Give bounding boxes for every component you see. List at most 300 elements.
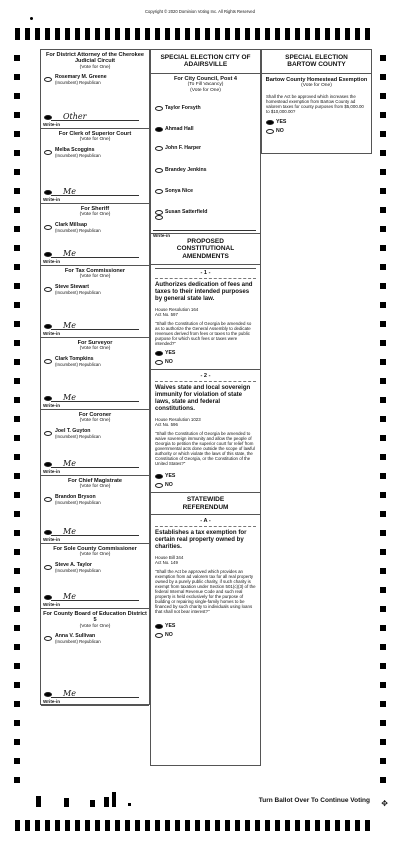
race-title: For District Attorney of the Cherokee Judicial Circuit bbox=[45, 52, 144, 65]
timing-mark bbox=[235, 28, 240, 40]
timing-mark bbox=[380, 150, 386, 156]
timing-mark bbox=[45, 28, 50, 40]
yes-bubble-marked[interactable] bbox=[266, 120, 274, 125]
race-title: For Sheriff bbox=[80, 206, 110, 212]
candidate-bubble[interactable] bbox=[155, 146, 163, 151]
ballot-id-mark bbox=[104, 797, 109, 807]
vote-for-one: (Vote for One) bbox=[79, 137, 111, 143]
write-in-line bbox=[51, 257, 139, 258]
timing-mark bbox=[380, 359, 386, 365]
candidate-name: Steve Stewart bbox=[55, 284, 90, 291]
write-in-option[interactable] bbox=[41, 181, 149, 203]
timing-mark bbox=[205, 820, 210, 831]
write-in-option[interactable] bbox=[41, 683, 149, 705]
candidate-option[interactable] bbox=[151, 189, 260, 195]
candidate-bubble-marked[interactable] bbox=[155, 127, 163, 132]
timing-mark bbox=[315, 28, 320, 40]
candidate-name: Clark Millsap bbox=[55, 222, 88, 229]
candidate-name: Brandey Jenkins bbox=[165, 166, 207, 173]
timing-mark bbox=[285, 820, 290, 831]
timing-mark bbox=[380, 511, 386, 517]
timing-mark bbox=[380, 473, 386, 479]
timing-mark bbox=[45, 820, 50, 831]
timing-mark bbox=[185, 28, 190, 40]
ballot-id-mark bbox=[64, 798, 69, 807]
candidate-party: (Incumbent) Republican bbox=[55, 568, 101, 574]
write-in-line bbox=[51, 329, 139, 330]
timing-mark bbox=[14, 264, 20, 270]
race-1 bbox=[41, 129, 149, 204]
write-in-option[interactable] bbox=[41, 387, 149, 409]
timing-mark bbox=[14, 720, 20, 726]
write-in-option[interactable] bbox=[151, 215, 260, 238]
timing-mark bbox=[14, 74, 20, 80]
timing-mark bbox=[14, 55, 20, 61]
candidate-bubble[interactable] bbox=[44, 565, 52, 570]
timing-mark bbox=[295, 820, 300, 831]
vote-for-one: (Vote for One) bbox=[79, 64, 111, 70]
candidate-name: Steve A. Taylor bbox=[55, 562, 92, 569]
amendment-1-no[interactable] bbox=[151, 360, 260, 370]
no-bubble[interactable] bbox=[155, 483, 163, 488]
timing-mark bbox=[245, 28, 250, 40]
race-subtitle: (To Fill Vacancy) bbox=[187, 82, 224, 88]
timing-mark bbox=[14, 511, 20, 517]
timing-mark bbox=[195, 820, 200, 831]
timing-mark bbox=[380, 188, 386, 194]
race-4 bbox=[41, 338, 149, 410]
referendum-a-number: - A - bbox=[155, 517, 256, 526]
candidate-option[interactable] bbox=[151, 106, 260, 112]
write-in-label: Write-in bbox=[43, 258, 61, 264]
timing-mark bbox=[255, 28, 260, 40]
timing-mark bbox=[35, 820, 40, 831]
no-label: NO bbox=[165, 359, 173, 366]
timing-mark bbox=[14, 492, 20, 498]
candidate-name: Melba Scoggins bbox=[55, 147, 95, 154]
timing-mark bbox=[145, 820, 150, 831]
timing-mark bbox=[55, 28, 60, 40]
homestead-yes[interactable] bbox=[262, 120, 371, 126]
timing-mark bbox=[125, 28, 130, 40]
candidate-bubble[interactable] bbox=[155, 106, 163, 111]
timing-mark bbox=[145, 28, 150, 40]
amendment-2-number: - 2 - bbox=[155, 372, 256, 381]
write-in-option[interactable] bbox=[41, 106, 149, 128]
timing-mark bbox=[25, 28, 30, 40]
timing-mark bbox=[175, 820, 180, 831]
timing-mark bbox=[95, 28, 100, 40]
vote-for-one: (Vote for One) bbox=[79, 212, 111, 218]
timing-mark bbox=[14, 302, 20, 308]
timing-mark bbox=[380, 169, 386, 175]
timing-mark bbox=[14, 112, 20, 118]
no-bubble[interactable] bbox=[155, 360, 163, 365]
write-in-option[interactable] bbox=[41, 315, 149, 337]
timing-mark bbox=[14, 207, 20, 213]
timing-mark bbox=[14, 359, 20, 365]
timing-mark bbox=[275, 28, 280, 40]
timing-mark bbox=[14, 568, 20, 574]
ballot-id-mark bbox=[128, 803, 131, 806]
amendment-1-number: - 1 - bbox=[155, 268, 256, 278]
no-label: NO bbox=[165, 482, 173, 489]
timing-mark bbox=[265, 28, 270, 40]
timing-mark bbox=[215, 820, 220, 831]
race-title: For Coroner bbox=[78, 412, 112, 418]
handwritten-write-in: Me bbox=[63, 320, 76, 330]
race-7 bbox=[41, 544, 149, 609]
homestead-no[interactable] bbox=[262, 129, 371, 135]
write-in-label: Write-in bbox=[43, 402, 61, 408]
timing-mark bbox=[15, 28, 20, 40]
candidate-bubble[interactable] bbox=[44, 359, 52, 364]
timing-mark bbox=[105, 28, 110, 40]
timing-mark bbox=[345, 28, 350, 40]
yes-label: YES bbox=[165, 473, 176, 480]
candidate-name: Taylor Forsyth bbox=[165, 104, 201, 111]
timing-mark bbox=[380, 720, 386, 726]
vote-for-one: (Vote for One) bbox=[79, 623, 111, 629]
candidate-option[interactable] bbox=[41, 357, 149, 368]
timing-mark bbox=[165, 820, 170, 831]
write-in-option[interactable] bbox=[41, 586, 149, 608]
candidate-name: Susan Satterfield bbox=[165, 208, 208, 215]
vote-for-one: (Vote for One) bbox=[301, 83, 332, 89]
timing-mark bbox=[205, 28, 210, 40]
timing-mark bbox=[115, 28, 120, 40]
timing-mark bbox=[295, 28, 300, 40]
timing-mark bbox=[155, 28, 160, 40]
candidate-party: (Incumbent) Republican bbox=[55, 434, 101, 440]
vote-for-one: (Vote for One) bbox=[79, 552, 111, 558]
timing-mark bbox=[14, 644, 20, 650]
timing-mark bbox=[105, 820, 110, 831]
write-in-label: Write-in bbox=[43, 121, 61, 127]
ballot-id-mark bbox=[90, 800, 95, 807]
county-special-election-header: SPECIAL ELECTION BARTOW COUNTY bbox=[262, 50, 371, 74]
timing-mark bbox=[14, 473, 20, 479]
amendment-2-act: Act No. 596 bbox=[155, 421, 178, 427]
timing-mark bbox=[355, 28, 360, 40]
timing-mark bbox=[325, 28, 330, 40]
write-in-label: Write-in bbox=[43, 196, 61, 202]
race-6 bbox=[41, 476, 149, 544]
candidate-name: Clark Tompkins bbox=[55, 356, 94, 363]
timing-mark bbox=[380, 492, 386, 498]
referendum-a-yes[interactable] bbox=[151, 624, 260, 630]
amendment-2-resolution: House Resolution 1023 bbox=[155, 416, 201, 422]
timing-mark bbox=[14, 226, 20, 232]
race-3 bbox=[41, 266, 149, 338]
city-special-election-header: SPECIAL ELECTION CITY OF ADAIRSVILLE bbox=[151, 50, 260, 74]
timing-mark bbox=[305, 28, 310, 40]
yes-label: YES bbox=[165, 350, 176, 357]
write-in-label: Write-in bbox=[43, 698, 61, 704]
amendment-1-act: Act No. 597 bbox=[155, 311, 178, 317]
write-in-line bbox=[51, 195, 139, 196]
column-2 bbox=[150, 49, 261, 766]
timing-mark bbox=[25, 820, 30, 831]
timing-mark bbox=[380, 93, 386, 99]
handwritten-write-in: Other bbox=[63, 111, 87, 121]
candidate-party: (Incumbent) Republican bbox=[55, 228, 101, 234]
timing-mark bbox=[380, 55, 386, 61]
timing-mark bbox=[380, 606, 386, 612]
write-in-label: Write-in bbox=[43, 330, 61, 336]
candidate-name: Brandon Bryson bbox=[55, 494, 96, 501]
no-bubble[interactable] bbox=[155, 633, 163, 638]
timing-mark bbox=[14, 682, 20, 688]
timing-mark bbox=[135, 28, 140, 40]
amendment-1-yes[interactable] bbox=[151, 351, 260, 357]
column-1 bbox=[40, 49, 150, 705]
yes-bubble-marked[interactable] bbox=[155, 624, 163, 629]
timing-mark bbox=[14, 606, 20, 612]
handwritten-write-in: Me bbox=[63, 526, 76, 536]
write-in-line bbox=[51, 120, 139, 121]
candidate-name: John F. Harper bbox=[165, 144, 202, 151]
write-in-line bbox=[51, 401, 139, 402]
timing-mark bbox=[65, 28, 70, 40]
write-in-label: Write-in bbox=[43, 601, 61, 607]
race-2 bbox=[41, 204, 149, 266]
candidate-option[interactable] bbox=[41, 563, 149, 574]
write-in-option[interactable] bbox=[41, 243, 149, 265]
timing-mark bbox=[35, 28, 40, 40]
timing-mark bbox=[380, 530, 386, 536]
copyright-notice: Copyright © 2020 Dominion Voting Inc. All Rights Reserved bbox=[145, 9, 255, 14]
turn-ballot-over-instruction: Turn Ballot Over To Continue Voting bbox=[258, 797, 370, 804]
timing-mark bbox=[55, 820, 60, 831]
candidate-option[interactable] bbox=[41, 634, 149, 645]
timing-mark bbox=[14, 397, 20, 403]
timing-mark bbox=[85, 820, 90, 831]
registration-mark bbox=[30, 17, 33, 20]
no-label: NO bbox=[276, 128, 284, 135]
write-in-option[interactable] bbox=[41, 453, 149, 475]
candidate-name: Anna V. Sullivan bbox=[55, 633, 96, 640]
timing-mark bbox=[365, 28, 370, 40]
candidate-bubble[interactable] bbox=[44, 636, 52, 641]
homestead-text: Shall the Act be approved which increases the homestead exemption from Bartow County ad valorem taxes for county purposes from $5,000.00 to $10,000.00? bbox=[266, 94, 364, 115]
timing-mark bbox=[265, 820, 270, 831]
candidate-bubble[interactable] bbox=[155, 189, 163, 194]
timing-mark bbox=[380, 416, 386, 422]
timing-mark bbox=[355, 820, 360, 831]
homestead-race-title: Bartow County Homestead Exemption bbox=[265, 76, 368, 83]
timing-mark bbox=[14, 321, 20, 327]
handwritten-write-in: Me bbox=[63, 248, 76, 258]
timing-mark bbox=[380, 435, 386, 441]
amendment-2-yes[interactable] bbox=[151, 474, 260, 480]
candidate-party: (Incumbent) Republican bbox=[55, 80, 101, 86]
timing-mark bbox=[155, 820, 160, 831]
vote-for-one: (Vote for One) bbox=[79, 346, 111, 352]
referendum-a-bill: House Bill 344 bbox=[155, 554, 184, 560]
referendum-a-act: Act No. 149 bbox=[155, 559, 178, 565]
amendment-2-no[interactable] bbox=[151, 483, 260, 489]
timing-mark bbox=[195, 28, 200, 40]
timing-mark bbox=[380, 625, 386, 631]
vote-for-one: (Vote for One) bbox=[79, 274, 111, 280]
timing-mark bbox=[235, 820, 240, 831]
timing-mark bbox=[14, 587, 20, 593]
timing-mark bbox=[380, 397, 386, 403]
timing-mark bbox=[225, 28, 230, 40]
candidate-name: Ahmad Hall bbox=[165, 125, 194, 132]
candidate-party: (Incumbent) Republican bbox=[55, 500, 101, 506]
race-5 bbox=[41, 410, 149, 476]
race-title: For Chief Magistrate bbox=[67, 478, 123, 484]
candidate-name: Sonya Nice bbox=[165, 187, 193, 194]
candidate-party: (Incumbent) Republican bbox=[55, 153, 101, 159]
timing-mark bbox=[14, 378, 20, 384]
timing-mark bbox=[14, 549, 20, 555]
timing-mark bbox=[380, 226, 386, 232]
write-in-line bbox=[51, 535, 139, 536]
race-city-council bbox=[151, 74, 260, 238]
crosshair-icon: ✥ bbox=[381, 799, 388, 808]
timing-mark bbox=[14, 701, 20, 707]
no-bubble[interactable] bbox=[266, 129, 274, 134]
timing-mark bbox=[380, 112, 386, 118]
timing-mark bbox=[14, 435, 20, 441]
timing-mark bbox=[380, 663, 386, 669]
candidate-bubble[interactable] bbox=[44, 225, 52, 230]
timing-mark bbox=[14, 454, 20, 460]
timing-mark bbox=[325, 820, 330, 831]
race-title: For Surveyor bbox=[77, 340, 113, 346]
yes-bubble-marked[interactable] bbox=[155, 351, 163, 356]
timing-mark bbox=[14, 150, 20, 156]
referendum-a-no[interactable] bbox=[151, 633, 260, 639]
handwritten-write-in: Me bbox=[63, 186, 76, 196]
timing-mark bbox=[115, 820, 120, 831]
timing-mark bbox=[14, 169, 20, 175]
timing-mark bbox=[85, 28, 90, 40]
yes-label: YES bbox=[165, 623, 176, 630]
candidate-name: Rosemary M. Greene bbox=[55, 74, 107, 81]
candidate-bubble[interactable] bbox=[44, 431, 52, 436]
timing-mark bbox=[125, 820, 130, 831]
timing-mark bbox=[14, 758, 20, 764]
candidate-option[interactable] bbox=[151, 168, 260, 174]
race-title: For County Board of Education District 5 bbox=[43, 611, 147, 624]
timing-mark bbox=[380, 739, 386, 745]
write-in-label: Write-in bbox=[153, 232, 171, 238]
race-8 bbox=[41, 609, 149, 706]
timing-mark bbox=[380, 568, 386, 574]
candidate-option[interactable] bbox=[151, 146, 260, 152]
vote-for-one: (Vote for One) bbox=[79, 484, 111, 490]
timing-mark bbox=[380, 378, 386, 384]
timing-mark bbox=[380, 321, 386, 327]
handwritten-write-in: Me bbox=[63, 688, 76, 698]
timing-mark bbox=[15, 820, 20, 831]
timing-mark bbox=[275, 820, 280, 831]
timing-mark bbox=[380, 74, 386, 80]
timing-mark bbox=[14, 625, 20, 631]
write-in-bubble[interactable] bbox=[155, 215, 163, 220]
timing-mark bbox=[75, 28, 80, 40]
timing-mark bbox=[380, 131, 386, 137]
timing-mark bbox=[380, 587, 386, 593]
candidate-party: (Incumbent) Republican bbox=[55, 639, 101, 645]
timing-mark bbox=[225, 820, 230, 831]
amendments-header: PROPOSED CONSTITUTIONAL AMENDMENTS bbox=[151, 234, 260, 265]
candidate-option[interactable] bbox=[41, 223, 149, 234]
timing-mark bbox=[380, 758, 386, 764]
timing-mark bbox=[380, 777, 386, 783]
timing-mark bbox=[380, 283, 386, 289]
timing-mark bbox=[14, 93, 20, 99]
candidate-option[interactable] bbox=[41, 285, 149, 296]
timing-mark bbox=[135, 820, 140, 831]
timing-mark bbox=[245, 820, 250, 831]
referendum-a-title: Establishes a tax exemption for certain real property owned by charities. bbox=[155, 528, 247, 551]
timing-mark bbox=[14, 283, 20, 289]
candidate-option[interactable] bbox=[41, 75, 149, 86]
candidate-option[interactable] bbox=[151, 127, 260, 133]
handwritten-write-in: Me bbox=[63, 591, 76, 601]
timing-mark bbox=[335, 28, 340, 40]
vote-for-one: (Vote for One) bbox=[190, 88, 221, 93]
ballot-id-mark bbox=[36, 796, 41, 807]
timing-mark bbox=[14, 340, 20, 346]
write-in-line bbox=[51, 467, 139, 468]
timing-mark bbox=[380, 264, 386, 270]
race-title: For Sole County Commissioner bbox=[53, 546, 137, 552]
amendment-2-title: Waives state and local sovereign immunity for violation of state laws, state and federal constitutions. bbox=[155, 383, 251, 413]
write-in-option[interactable] bbox=[41, 521, 149, 543]
timing-mark bbox=[335, 820, 340, 831]
candidate-option[interactable] bbox=[41, 148, 149, 159]
timing-mark bbox=[345, 820, 350, 831]
candidate-bubble[interactable] bbox=[44, 150, 52, 155]
amendment-1-resolution: House Resolution 164 bbox=[155, 306, 199, 312]
timing-mark bbox=[185, 820, 190, 831]
timing-mark bbox=[165, 28, 170, 40]
candidate-option[interactable] bbox=[41, 495, 149, 506]
candidate-bubble[interactable] bbox=[44, 287, 52, 292]
timing-mark bbox=[380, 340, 386, 346]
candidate-option[interactable] bbox=[41, 429, 149, 440]
candidate-bubble[interactable] bbox=[44, 77, 52, 82]
timing-mark bbox=[285, 28, 290, 40]
timing-mark bbox=[65, 820, 70, 831]
write-in-label: Write-in bbox=[43, 468, 61, 474]
timing-mark bbox=[75, 820, 80, 831]
candidate-party: (Incumbent) Republican bbox=[55, 362, 101, 368]
amendment-1-text: "Shall the Constitution of Georgia be amended so as to authorize the General Assembly to dedicate revenues derived from fees or taxes to the public purpose for which such fees or taxes were intended?" bbox=[155, 320, 252, 347]
timing-mark bbox=[215, 28, 220, 40]
race-title: For City Council, Post 4 bbox=[173, 75, 238, 82]
referendum-a-text: "Shall the Act be approved which provides an exemption from ad valorem tax for all real property owned by a purely public charity, if such charity is exempt from taxation under Section 501(c)(3) of the federal Internal Revenue Code and such real property is held exclusively for the purpose of building or repairing single-family homes to be financed by such charity to individuals using loans that shall not bear interest?" bbox=[155, 568, 256, 615]
yes-bubble-marked[interactable] bbox=[155, 474, 163, 479]
timing-mark bbox=[14, 777, 20, 783]
timing-mark bbox=[380, 207, 386, 213]
amendment-1-title: Authorizes dedication of fees and taxes to their intended purposes by general state law. bbox=[155, 280, 253, 303]
amendment-2-text: "Shall the Constitution of Georgia be amended to waive sovereign immunity and allow the people of Georgia to petition the superior court for relief from governmental acts done outside the scope of lawful authority or which violate the laws of this state, the Constitution of Georgia, or the Constitution of the United States?" bbox=[155, 430, 255, 467]
ballot-id-mark bbox=[112, 792, 116, 807]
candidate-bubble[interactable] bbox=[44, 497, 52, 502]
timing-mark bbox=[380, 302, 386, 308]
candidate-bubble[interactable] bbox=[155, 168, 163, 173]
timing-mark bbox=[14, 739, 20, 745]
timing-mark bbox=[305, 820, 310, 831]
timing-mark bbox=[365, 820, 370, 831]
